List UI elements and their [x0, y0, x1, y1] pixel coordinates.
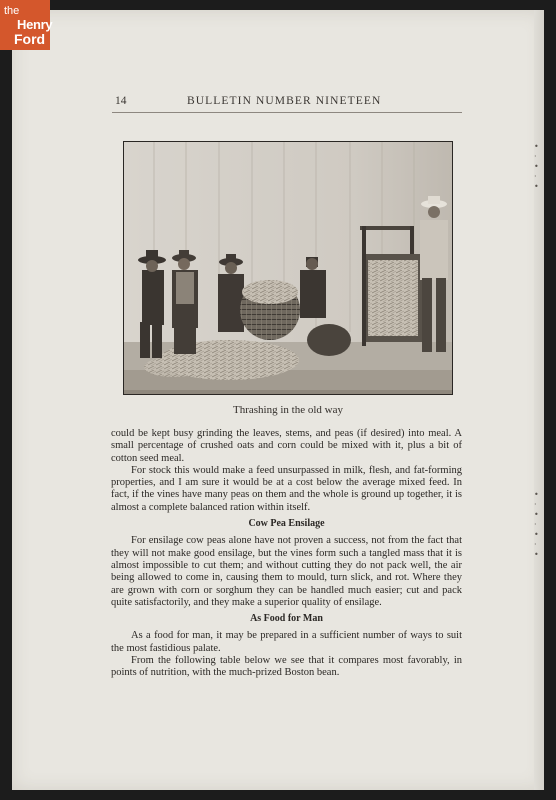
body-text: [111, 428, 462, 680]
page-edge: [534, 10, 544, 790]
figure-photo: [123, 141, 453, 395]
body-paragraph: For stock this would make a feed unsurpassed in milk, flesh, and fat-forming properties, and I am sure it would be at a cost below the average mixed feed. In fact, if the vines have many peas on them and the whole is ground up together, it is almost a complete balanced ration within itself.: [111, 464, 462, 513]
logo-text-ford: Ford: [14, 31, 46, 47]
section-heading: Cow Pea Ensilage: [248, 518, 325, 530]
margin-marks-middle: • · • · • · •: [534, 490, 539, 559]
henry-ford-logo: [0, 0, 53, 50]
margin-marks-top: • · • · •: [534, 142, 539, 191]
page-header: [115, 95, 465, 111]
header-rule: [112, 112, 462, 113]
photo-thrashing-scene: [124, 142, 452, 394]
logo-text-henry: Henry: [17, 17, 53, 32]
body-paragraph: From the following table below we see that it compares most favorably, in points of nutrition, with the much-prized Boston bean.: [111, 655, 462, 679]
body-paragraph: For ensilage cow peas alone have not proven a success, not from the fact that they will not make good ensilage, but the vines form such a tangled mass that it is almost impossible to cut them; and without cutting they do not pack well, the air being allowed to come in, causing them to mould, turn slick, and rot. Where they are grown with corn or sorghum they can be handled much easier; cut and pack quite satisfactorily, and they make a superior quality of ensilage.: [111, 535, 462, 608]
logo-text-the: the: [4, 5, 20, 17]
body-paragraph: As a food for man, it may be prepared in a sufficient number of ways to suit the most fastidious palate.: [111, 630, 462, 654]
running-title: BULLETIN NUMBER NINETEEN: [187, 95, 382, 107]
page-number: 14: [115, 95, 127, 107]
section-heading: As Food for Man: [250, 613, 323, 625]
body-paragraph: could be kept busy grinding the leaves, stems, and peas (if desired) into meal. A small percentage of crushed oats and corn could be mixed with it, plus a bit of cotton seed meal.: [111, 428, 462, 464]
figure-caption: Thrashing in the old way: [233, 404, 343, 416]
